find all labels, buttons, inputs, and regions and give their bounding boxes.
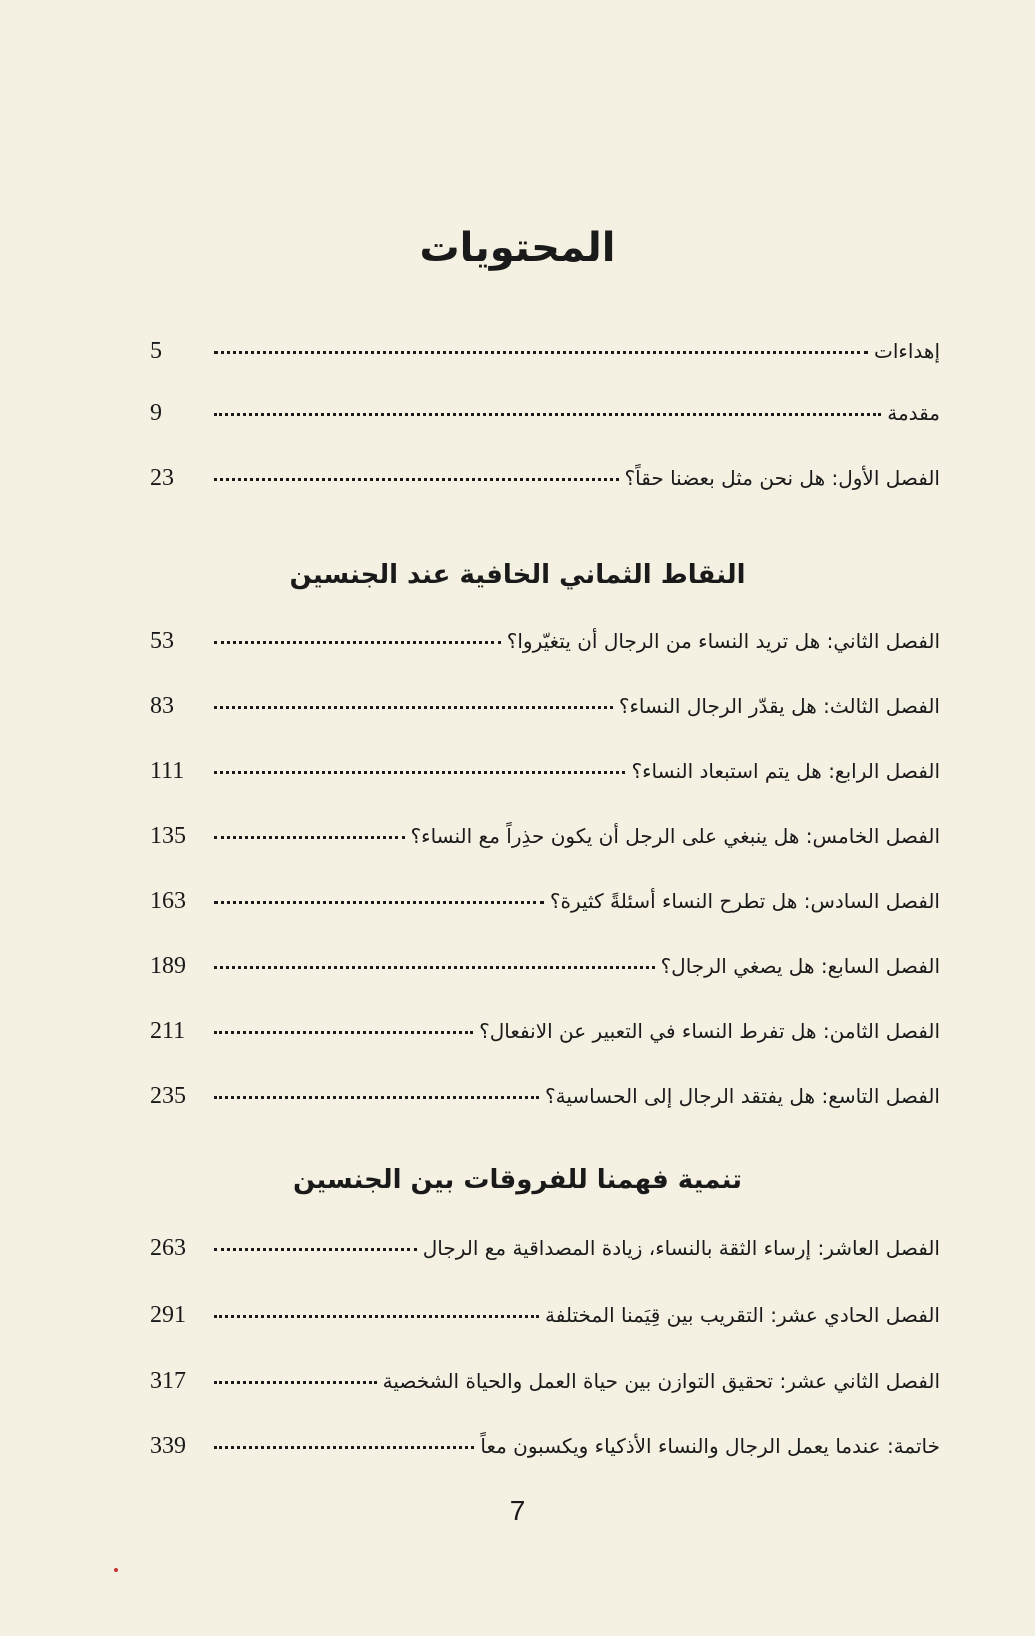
toc-entry (150, 823, 940, 863)
toc-leader-dots (214, 640, 501, 644)
toc-entry (150, 1433, 940, 1473)
toc-entry-title: الفصل السادس: هل تطرح النساء أسئلةً كثيرة؟ (549, 889, 940, 913)
toc-entry-title: الفصل السابع: هل يصغي الرجال؟ (660, 954, 940, 978)
toc-entry-page: 339 (150, 1433, 186, 1459)
toc-entry-title: الفصل العاشر: إرساء الثقة بالنساء، زيادة المصداقية مع الرجال (422, 1236, 940, 1260)
page-title: المحتويات (419, 225, 616, 271)
toc-entry (150, 953, 940, 993)
toc-entry-title: الفصل الرابع: هل يتم استبعاد النساء؟ (631, 759, 940, 783)
toc-leader-dots (214, 965, 655, 969)
toc-entry-page: 23 (150, 465, 174, 491)
toc-entry-title: مقدمة (887, 401, 940, 425)
toc-entry-page: 263 (150, 1235, 186, 1261)
toc-entry-page: 9 (150, 400, 162, 426)
toc-entry (150, 338, 940, 378)
toc-entry-title: الفصل الثامن: هل تفرط النساء في التعبير عن الانفعال؟ (479, 1019, 940, 1043)
toc-entry (150, 1083, 940, 1123)
section-heading: النقاط الثماني الخافية عند الجنسين (289, 560, 746, 590)
toc-leader-dots (214, 1445, 474, 1449)
toc-entry (150, 465, 940, 505)
toc-entry (150, 400, 940, 440)
toc-entry-title: خاتمة: عندما يعمل الرجال والنساء الأذكياء ويكسبون معاً (480, 1434, 940, 1458)
toc-entry-title: الفصل الخامس: هل ينبغي على الرجل أن يكون حذِراً مع النساء؟ (410, 824, 940, 848)
toc-entry-title: الفصل الثاني عشر: تحقيق التوازن بين حياة العمل والحياة الشخصية (382, 1369, 940, 1393)
toc-entry-title: الفصل الحادي عشر: التقريب بين قِيَمنا المختلفة (545, 1303, 940, 1327)
section-heading: تنمية فهمنا للفروقات بين الجنسين (293, 1165, 742, 1195)
toc-entry-page: 135 (150, 823, 186, 849)
toc-entry-page: 211 (150, 1018, 186, 1044)
toc-entry-page: 111 (150, 758, 185, 784)
toc-leader-dots (214, 835, 405, 839)
toc-leader-dots (214, 412, 881, 416)
toc-leader-dots (214, 705, 613, 709)
toc-entry (150, 888, 940, 928)
toc-entry-title: الفصل التاسع: هل يفتقد الرجال إلى الحساسية؟ (545, 1084, 940, 1108)
toc-entry (150, 1018, 940, 1058)
toc-entry-page: 53 (150, 628, 174, 654)
toc-leader-dots (214, 900, 544, 904)
toc-entry-title: الفصل الثاني: هل تريد النساء من الرجال أن يتغيّروا؟ (506, 629, 940, 653)
toc-entry-title: الفصل الثالث: هل يقدّر الرجال النساء؟ (618, 694, 940, 718)
toc-entry-page: 163 (150, 888, 186, 914)
toc-entry-page: 189 (150, 953, 186, 979)
toc-leader-dots (214, 1030, 473, 1034)
toc-entry (150, 758, 940, 798)
toc-leader-dots (214, 1095, 539, 1099)
toc-entry-page: 317 (150, 1368, 186, 1394)
page-number: 7 (509, 1495, 526, 1526)
toc-leader-dots (214, 1247, 417, 1251)
toc-entry (150, 1235, 940, 1275)
toc-leader-dots (214, 1314, 539, 1318)
toc-entry-page: 235 (150, 1083, 186, 1109)
toc-entry (150, 693, 940, 733)
toc-leader-dots (214, 350, 868, 354)
paper-speck (114, 1568, 118, 1572)
toc-entry (150, 1302, 940, 1342)
toc-leader-dots (214, 1380, 377, 1384)
toc-entry-page: 291 (150, 1302, 186, 1328)
toc-entry-title: إهداءات (874, 339, 940, 363)
toc-entry (150, 628, 940, 668)
toc-entry-title: الفصل الأول: هل نحن مثل بعضنا حقاً؟ (624, 466, 940, 490)
toc-entry-page: 83 (150, 693, 174, 719)
toc-entry-page: 5 (150, 338, 162, 364)
toc-leader-dots (214, 770, 625, 774)
toc-entry (150, 1368, 940, 1408)
toc-leader-dots (214, 477, 619, 481)
